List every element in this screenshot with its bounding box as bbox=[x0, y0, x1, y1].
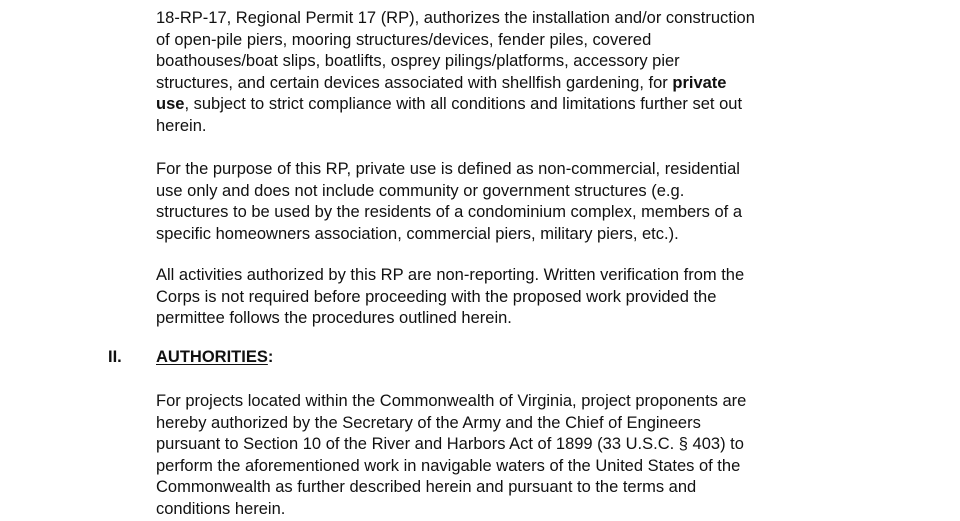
bold-term-private: private bbox=[672, 73, 727, 92]
paragraph-line: boathouses/boat slips, boatlifts, osprey pilings/platforms, accessory pier bbox=[156, 52, 680, 71]
paragraph-line: All activities authorized by this RP are non-reporting. Written verification from the bbox=[156, 266, 745, 284]
paragraph-line: hereby authorized by the Secretary of the Army and the Chief of Engineers bbox=[156, 413, 701, 432]
paragraph-line: of open-pile piers, mooring structures/devices, fender piles, covered bbox=[156, 30, 652, 49]
bold-term-use: use bbox=[156, 95, 185, 114]
paragraph-line: perform the aforementioned work in navigable waters of the United States of the bbox=[156, 456, 741, 475]
paragraph-line: For projects located within the Commonwealth of Virginia, project proponents are bbox=[156, 392, 747, 410]
paragraph-non-reporting bbox=[156, 265, 856, 330]
paragraph-line: 18-RP-17, Regional Permit 17 (RP), authorizes the installation and/or construction bbox=[156, 9, 755, 27]
section-number: II. bbox=[108, 348, 122, 366]
paragraph-line: Commonwealth as further described herein and pursuant to the terms and bbox=[156, 478, 697, 497]
paragraph-line-text: structures, and certain devices associated with shellfish gardening, for bbox=[156, 73, 673, 92]
paragraph-line: structures to be used by the residents of a condominium complex, members of a bbox=[156, 203, 743, 222]
paragraph-line: pursuant to Section 10 of the River and Harbors Act of 1899 (33 U.S.C. § 403) to bbox=[156, 435, 744, 454]
paragraph-permit-scope bbox=[156, 8, 856, 138]
section-title-text: AUTHORITIES bbox=[156, 348, 268, 366]
paragraph-line bbox=[156, 94, 856, 116]
paragraph-line: conditions herein. bbox=[156, 499, 286, 518]
section-title bbox=[156, 347, 273, 369]
paragraph-line: Corps is not required before proceeding with the proposed work provided the bbox=[156, 287, 717, 306]
paragraph-private-use-definition bbox=[156, 159, 856, 245]
paragraph-line: permittee follows the procedures outlined herein. bbox=[156, 309, 512, 328]
paragraph-line: specific homeowners association, commercial piers, military piers, etc.). bbox=[156, 224, 679, 243]
paragraph-line: herein. bbox=[156, 116, 207, 135]
paragraph-authorities bbox=[156, 391, 856, 521]
section-title-colon: : bbox=[267, 348, 274, 366]
paragraph-line: use only and does not include community or government structures (e.g. bbox=[156, 181, 685, 200]
paragraph-line: For the purpose of this RP, private use is defined as non-commercial, residential bbox=[156, 160, 740, 178]
paragraph-line-text: , subject to strict compliance with all conditions and limitations further set out bbox=[184, 95, 743, 114]
paragraph-line bbox=[156, 73, 856, 95]
